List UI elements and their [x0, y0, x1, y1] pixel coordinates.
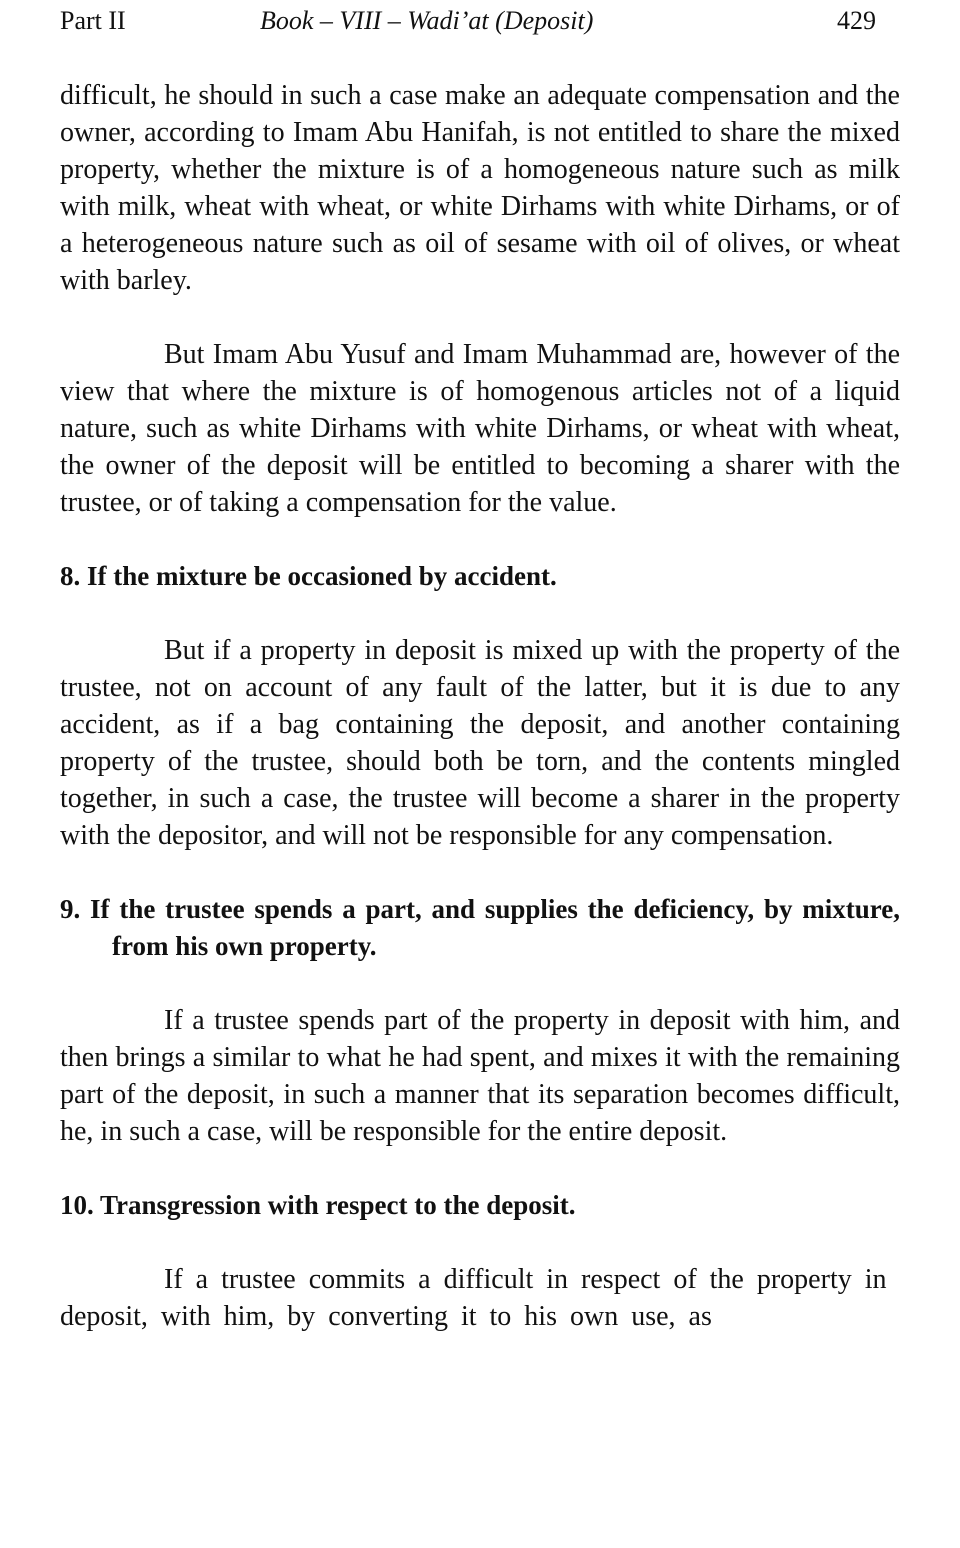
spacer — [60, 299, 900, 336]
page-body — [60, 77, 900, 1335]
spacer — [60, 595, 900, 632]
section-heading-10: 10. Transgression with respect to the deposit. — [60, 1190, 576, 1220]
spacer — [60, 965, 900, 1002]
paragraph-abu-yusuf-view: But Imam Abu Yusuf and Imam Muhammad are, however of the view that where the mixture is of homogenous articles not of a liquid nature, such as white Dirhams with white Dirhams, or wheat with wheat, the owner of the deposit will be entitled to becoming a sharer with the trustee, or of taking a compensation for the value. — [60, 339, 900, 518]
section-heading-9: 9. If the trustee spends a part, and supplies the deficiency, by mixture, from his own property. — [60, 894, 900, 961]
section-heading-8: 8. If the mixture be occasioned by accident. — [60, 561, 557, 591]
header-book-title: Book – VIII – Wadi’at (Deposit) — [260, 6, 594, 35]
spacer — [60, 1150, 900, 1187]
header-part: Part II — [60, 6, 126, 35]
paragraph-trustee-spends-part: If a trustee spends part of the property in deposit with him, and then brings a similar to what he had spent, and mixes it with the remaining part of the deposit, in such a manner that its separation becomes difficult, he, in such a case, will be responsible for the entire deposit. — [60, 1005, 900, 1147]
paragraph-accidental-mixture: But if a property in deposit is mixed up with the property of the trustee, not on account of any fault of the latter, but it is due to any accident, as if a bag containing the deposit, and another containing property of the trustee, should both be torn, and the contents mingled together, in such a case, the trustee will become a sharer in the property with the depositor, and will not be responsible for any compensation. — [60, 635, 900, 851]
spacer — [60, 521, 900, 558]
paragraph-continuation: difficult, he should in such a case make an adequate compensation and the owner, according to Imam Abu Hanifah, is not entitled to share the mixed property, whether the mixture is of a homogeneous nature such as milk with milk, wheat with wheat, or white Dirhams with white Dirhams, or of a heterogeneous nature such as oil of sesame with oil of olives, or wheat with barley. — [60, 80, 900, 296]
running-header — [60, 6, 900, 40]
spacer — [60, 1224, 900, 1261]
paragraph-transgression: If a trustee commits a difficult in respect of the property in deposit, with him, by converting it to his own use, as — [60, 1264, 887, 1332]
spacer — [60, 854, 900, 891]
page-number: 429 — [837, 6, 876, 35]
